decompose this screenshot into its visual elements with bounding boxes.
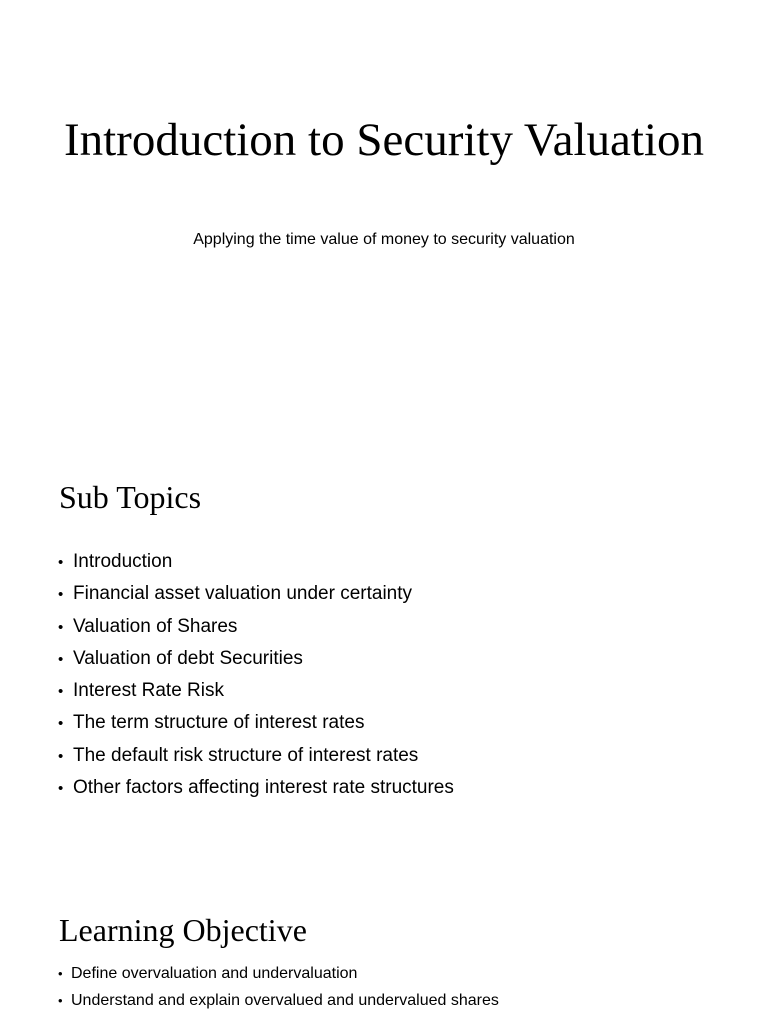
- list-item-text: Valuation of Shares: [73, 615, 238, 637]
- list-item: [58, 740, 454, 772]
- list-item-text: Interest Rate Risk: [73, 680, 224, 702]
- list-item: [58, 961, 499, 988]
- list-item-text: Introduction: [73, 551, 173, 572]
- list-item-text: Understand and explain overvalued and undervalued shares: [71, 992, 499, 1009]
- bullet-icon: •: [58, 747, 64, 765]
- slide-subtitle: Applying the time value of money to security valuation: [193, 231, 575, 248]
- learning-objective-heading: Learning Objective: [59, 912, 307, 948]
- list-item-text: Valuation of debt Securities: [73, 647, 303, 669]
- list-item: [58, 578, 454, 610]
- bullet-icon: •: [58, 715, 64, 733]
- list-item: [58, 675, 454, 707]
- bullet-icon: •: [58, 780, 64, 798]
- list-item-text: Other factors affecting interest rate structures: [73, 777, 454, 799]
- list-item: [58, 707, 454, 739]
- bullet-icon: •: [58, 683, 64, 701]
- sub-topics-slide: [0, 432, 768, 864]
- list-item: [58, 643, 454, 675]
- bullet-icon: •: [58, 650, 64, 668]
- list-item: [58, 611, 454, 643]
- list-item-text: Financial asset valuation under certainty: [73, 583, 413, 605]
- learning-objective-slide: [0, 864, 768, 1024]
- list-item-text: The default risk structure of interest rates: [73, 744, 419, 766]
- list-item: [58, 772, 454, 804]
- bullet-icon: •: [58, 586, 64, 604]
- bullet-icon: •: [58, 966, 63, 981]
- bullet-icon: •: [58, 554, 64, 571]
- list-item-text: Define overvaluation and undervaluation: [71, 965, 358, 982]
- slide-title: Introduction to Security Valuation: [63, 114, 705, 166]
- list-item: [58, 546, 454, 578]
- list-item: [58, 988, 499, 1015]
- bullet-icon: •: [58, 618, 64, 636]
- title-slide: [0, 0, 768, 432]
- learning-objective-list: [58, 961, 499, 1015]
- sub-topics-heading: Sub Topics: [59, 479, 202, 515]
- list-item-text: The term structure of interest rates: [73, 712, 365, 734]
- sub-topics-list: [58, 546, 454, 804]
- bullet-icon: •: [58, 993, 63, 1008]
